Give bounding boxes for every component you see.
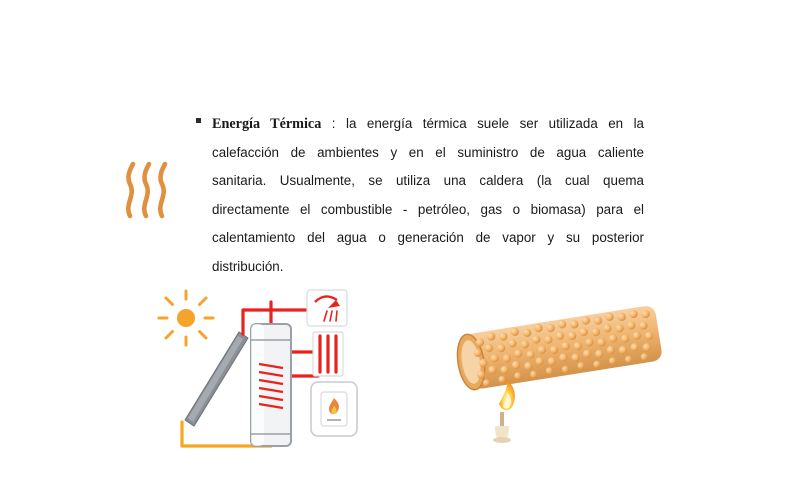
water-tank-icon	[251, 324, 291, 446]
bullet-lead-term: Energía Térmica	[212, 116, 322, 132]
candle-flame-icon	[493, 378, 515, 443]
bullet-line-1	[212, 110, 644, 139]
heat-waves-icon	[120, 160, 176, 220]
bullet-text	[212, 110, 644, 281]
bullet-line-3: sanitaria. Usualmente, se utiliza una caldera (la cual quema	[212, 173, 644, 188]
bullet-line-1-text: la energía térmica suele ser utilizada en la	[345, 116, 645, 131]
bullet-paragraph	[196, 110, 644, 281]
bullet-line-4: directamente el combustible - petróleo, gas o biomasa) para el	[212, 201, 644, 217]
shower-icon	[307, 290, 347, 326]
bullet-line-2: calefacción de ambientes y en el suministro de agua caliente	[212, 144, 644, 160]
boiler-icon	[311, 382, 357, 436]
insulated-pipe-icon	[455, 305, 663, 392]
bullet-marker-icon	[196, 118, 201, 123]
solar-thermal-system-diagram	[155, 288, 415, 463]
radiator-icon	[313, 332, 343, 376]
insulated-pipe-candle-diagram	[455, 300, 670, 450]
bullet-line-5: calentamiento del agua o generación de vapor y su posterior	[212, 230, 644, 245]
bullet-line-6: distribución.	[212, 258, 284, 274]
bullet-separator: :	[321, 116, 346, 131]
sun-icon	[159, 291, 213, 345]
solar-collector-icon	[185, 332, 248, 426]
